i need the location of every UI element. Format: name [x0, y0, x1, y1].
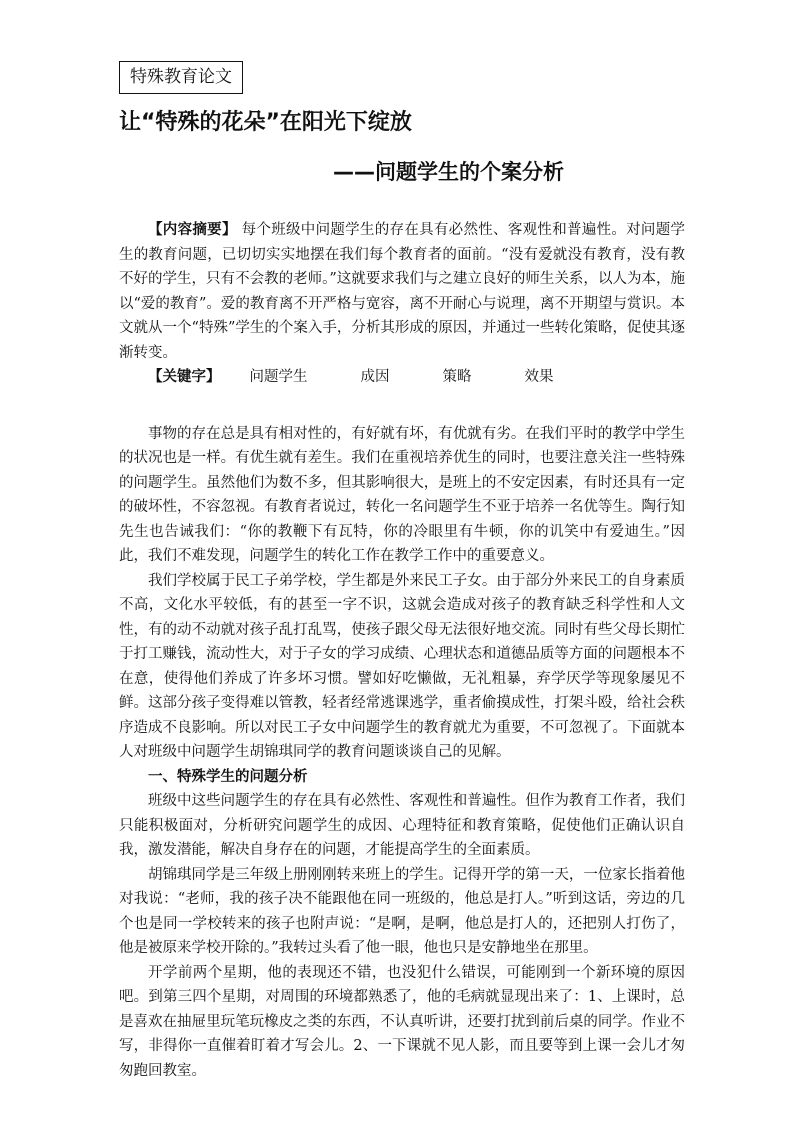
keyword-item: 问题学生	[249, 369, 308, 385]
keyword-item: 成因	[360, 369, 390, 385]
keyword-item: 效果	[524, 369, 554, 385]
article-body	[119, 218, 685, 1083]
body-paragraph: 我们学校属于民工子弟学校，学生都是外来民工子女。由于部分外来民工的自身素质不高，文化水平较低，有的甚至一字不识，这就会造成对孩子的教育缺乏科学性和人文性，有的动不动就对孩子乱打乱骂，使孩子跟父母无法很好地交流。同时有些父母长期忙于打工赚钱，流动性大，对于子女的学习成绩、心理状态和道德品质等方面的问题根本不在意，使得他们养成了许多坏习惯。譬如好吃懒做，无礼粗暴，弃学厌学等现象屡见不鲜。这部分孩子变得难以管教，轻者经常逃课逃学，重者偷摸成性，打架斗殴，给社会秩序造成不良影响。所以对民工子女中问题学生的教育就尤为重要，不可忽视了。下面就本人对班级中问题学生胡锦琪同学的教育问题谈谈自己的见解。	[119, 572, 685, 760]
section-heading: 一、特殊学生的问题分析	[148, 768, 308, 785]
abstract-paragraph	[119, 218, 685, 365]
body-paragraph: 班级中这些问题学生的存在具有必然性、客观性和普遍性。但作为教育工作者，我们只能积极面对，分析研究问题学生的成因、心理特征和教育策略，促使他们正确认识自我，激发潜能，解决自身存在的问题，才能提高学生的全面素质。	[119, 793, 685, 858]
abstract-text: 每个班级中问题学生的存在具有必然性、客观性和普遍性。对问题学生的教育问题，已切切实实地摆在我们每个教育者的面前。“没有爱就没有教育，没有教不好的学生，只有不会教的老师。”这就要求我们与之建立良好的师生关系，以人为本，施以“爱的教育”。爱的教育离不开严格与宽容，离不开耐心与说理，离不开期望与赏识。本文就从一个“特殊”学生的个案入手，分析其形成的原因，并通过一些转化策略，促使其逐渐转变。	[119, 222, 686, 361]
keywords-label: 【关键字】	[148, 368, 221, 385]
body-paragraph: 开学前两个星期，他的表现还不错，也没犯什么错误，可能刚到一个新环境的原因吧。到第三四个星期，对周围的环境都熟悉了，他的毛病就显现出来了：1、上课时，总是喜欢在抽屉里玩笔玩橡皮之类的东西，不认真听讲，还要打扰到前后桌的同学。作业不写，非得你一直催着盯着才写会儿。2、一下课就不见人影，而且要等到上课一会儿才匆匆跑回教室。	[119, 964, 685, 1079]
abstract-label: 【内容摘要】	[148, 221, 237, 238]
body-paragraph: 胡锦琪同学是三年级上册刚刚转来班上的学生。记得开学的第一天，一位家长指着他对我说：“老师，我的孩子决不能跟他在同一班级的，他总是打人。”听到这话，旁边的几个也是同一学校转来的孩子也附声说：“是啊，是啊，他总是打人的，还把别人打伤了，他是被原来学校开除的。”我转过头看了他一眼，他也只是安静地坐在那里。	[119, 866, 685, 956]
page-subtitle: ——问题学生的个案分析	[333, 160, 564, 184]
keyword-item: 策略	[442, 369, 472, 385]
category-tag: 特殊教育论文	[119, 61, 243, 94]
keywords-paragraph	[119, 365, 685, 390]
section-gap	[119, 390, 685, 422]
page-title: 让“特殊的花朵”在阳光下绽放	[119, 110, 412, 135]
body-paragraph: 事物的存在总是具有相对性的，有好就有坏，有优就有劣。在我们平时的教学中学生的状况也是一样。有优生就有差生。我们在重视培养优生的同时，也要注意关注一些特殊的问题学生。虽然他们为数不多，但其影响很大，是班上的不安定因素，有时还具有一定的破坏性，不容忽视。有教育者说过，转化一名问题学生不亚于培养一名优等生。陶行知先生也告诫我们：“你的教鞭下有瓦特，你的冷眼里有牛顿，你的讥笑中有爱迪生。”因此，我们不难发现，问题学生的转化工作在教学工作中的重要意义。	[119, 425, 685, 564]
